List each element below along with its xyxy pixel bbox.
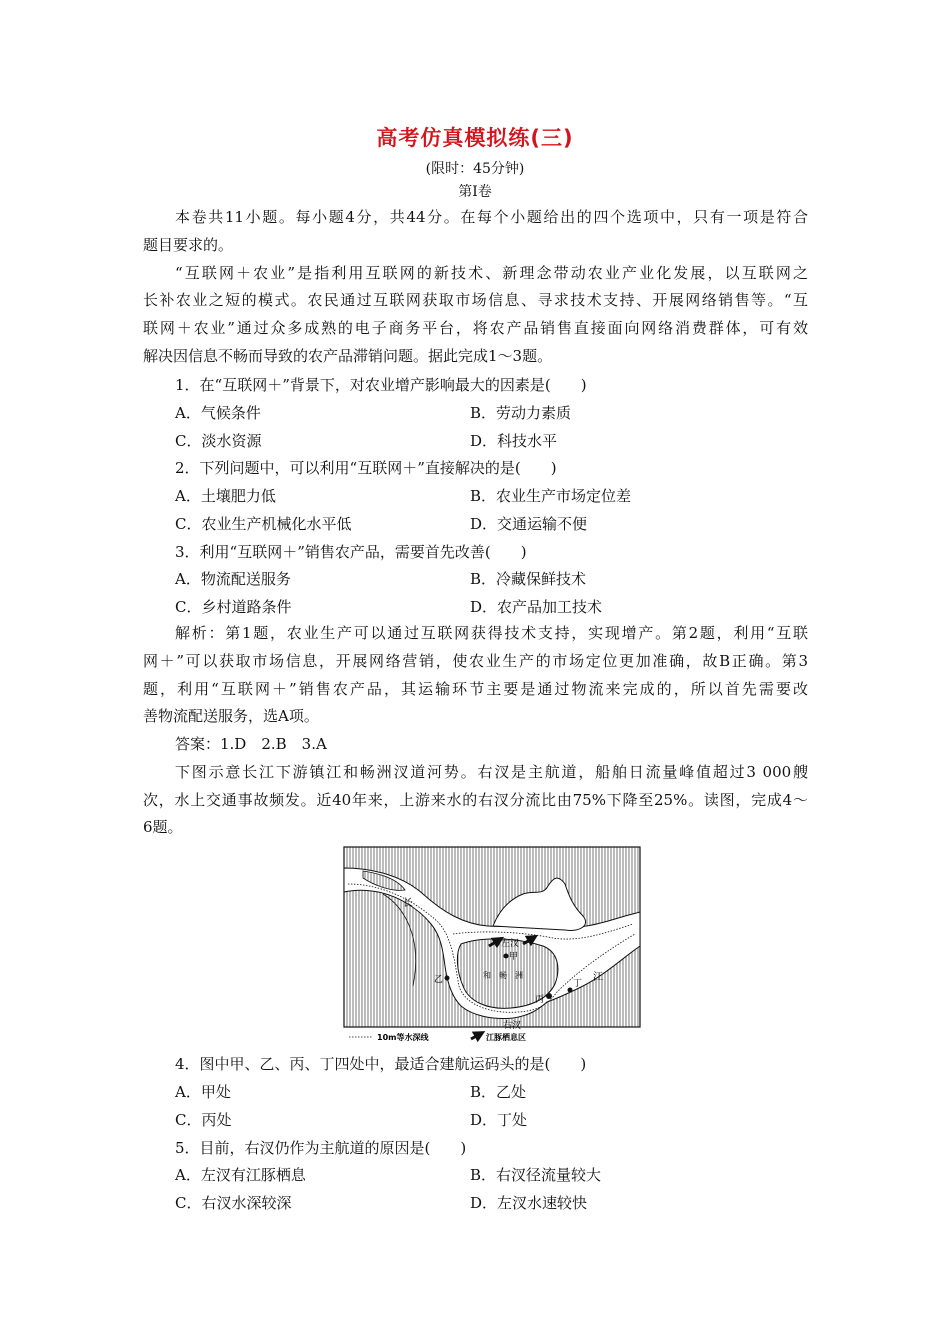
point-bing (546, 993, 552, 999)
option-4d: D．丁处 (470, 1111, 528, 1129)
option-1c: C．淡水资源 (175, 432, 262, 450)
intro-line: 本卷共11小题。每小题4分，共44分。在每个小题给出的四个选项中，只有一项是符合 (175, 208, 808, 226)
option-3c: C．乡村道路条件 (175, 598, 292, 616)
passage-line: 次，水上交通事故频发。近40年来，上游来水的右汊分流比由75%下降至25%。读图，完成4～ (143, 791, 808, 809)
option-2a: A．土壤肥力低 (175, 487, 276, 505)
passage-line: “互联网＋农业”是指利用互联网的新技术、新理念带动农业产业化发展，以互联网之 (175, 264, 808, 282)
label-youcha: 右汊 (503, 1021, 522, 1031)
legend-habitat-symbol (471, 1034, 480, 1039)
label-chang: 长 (403, 898, 413, 909)
analysis-line: 善物流配送服务，选A项。 (143, 707, 319, 725)
option-5a: A．左汊有江豚栖息 (175, 1166, 306, 1184)
option-1d: D．科技水平 (470, 432, 558, 450)
legend-habitat-label: 江豚栖息区 (486, 1033, 526, 1042)
option-2c: C．农业生产机械化水平低 (175, 515, 352, 533)
river-map (343, 846, 641, 1044)
river-map-figure (343, 846, 641, 1044)
passage-line: 联网＋农业”通过众多成熟的电子商务平台，将农产品销售直接面向网络消费群体，可有效 (143, 319, 808, 337)
answer-line: 答案：1.D 2.B 3.A (175, 735, 327, 753)
option-4c: C．丙处 (175, 1111, 232, 1129)
analysis-line: 解析：第1题，农业生产可以通过互联网获得技术支持，实现增产。第2题，利用“互联 (175, 624, 808, 642)
option-1b: B．劳动力素质 (470, 404, 572, 422)
label-jiang: 江 (593, 972, 603, 983)
question-2-stem: 2．下列问题中，可以利用“互联网＋”直接解决的是( ) (175, 459, 557, 477)
question-1-stem: 1．在“互联网＋”背景下，对农业增产影响最大的因素是( ) (175, 376, 587, 394)
option-3a: A．物流配送服务 (175, 570, 291, 588)
label-bing: 丙 (535, 995, 545, 1005)
page-title: 高考仿真模拟练(三) (376, 126, 574, 150)
option-5d: D．左汊水速较快 (470, 1194, 588, 1212)
passage-line: 长补农业之短的模式。农民通过互联网获取市场信息、寻求技术支持、开展网络销售等。“互 (143, 291, 808, 309)
option-2d: D．交通运输不便 (470, 515, 588, 533)
passage-line: 解决因信息不畅而导致的农产品滞销问题。据此完成1～3题。 (143, 347, 553, 365)
option-4b: B．乙处 (470, 1083, 527, 1101)
option-5c: C．右汊水深较深 (175, 1194, 292, 1212)
point-yi (445, 976, 450, 981)
point-ding (568, 988, 573, 993)
label-jia: 甲 (509, 952, 519, 962)
label-ding: 丁 (573, 979, 583, 989)
option-4a: A．甲处 (175, 1083, 231, 1101)
volume-heading: 第Ⅰ卷 (458, 184, 492, 200)
intro-line: 题目要求的。 (143, 236, 234, 254)
passage-line: 6题。 (143, 818, 183, 836)
option-5b: B．右汊径流量较大 (470, 1166, 602, 1184)
option-1a: A．气候条件 (175, 404, 261, 422)
question-4-stem: 4．图中甲、乙、丙、丁四处中，最适合建航运码头的是( ) (175, 1055, 587, 1073)
question-5-stem: 5．目前，右汊仍作为主航道的原因是( ) (175, 1139, 467, 1157)
point-jia (504, 954, 509, 959)
legend-depth-label: 10m等水深线 (377, 1033, 429, 1042)
analysis-line: 题，利用“互联网＋”销售农产品，其运输环节主要是通过物流来完成的，所以首先需要改 (143, 680, 808, 698)
analysis-line: 网＋”可以获取市场信息，开展网络营销，使农业生产的市场定位更加准确，故B正确。第3 (143, 652, 808, 670)
option-3d: D．农产品加工技术 (470, 598, 603, 616)
option-2b: B．农业生产市场定位差 (470, 487, 632, 505)
label-zuocha: 左汊 (501, 939, 520, 949)
label-yi: 乙 (434, 975, 444, 985)
question-3-stem: 3．利用“互联网＋”销售农产品，需要首先改善( ) (175, 543, 527, 561)
time-limit: (限时：45分钟) (425, 161, 525, 177)
label-island: 和 畅 洲 (483, 971, 523, 980)
option-3b: B．冷藏保鲜技术 (470, 570, 587, 588)
passage-line: 下图示意长江下游镇江和畅洲汊道河势。右汊是主航道，船舶日流量峰值超过3 000艘 (175, 763, 808, 781)
